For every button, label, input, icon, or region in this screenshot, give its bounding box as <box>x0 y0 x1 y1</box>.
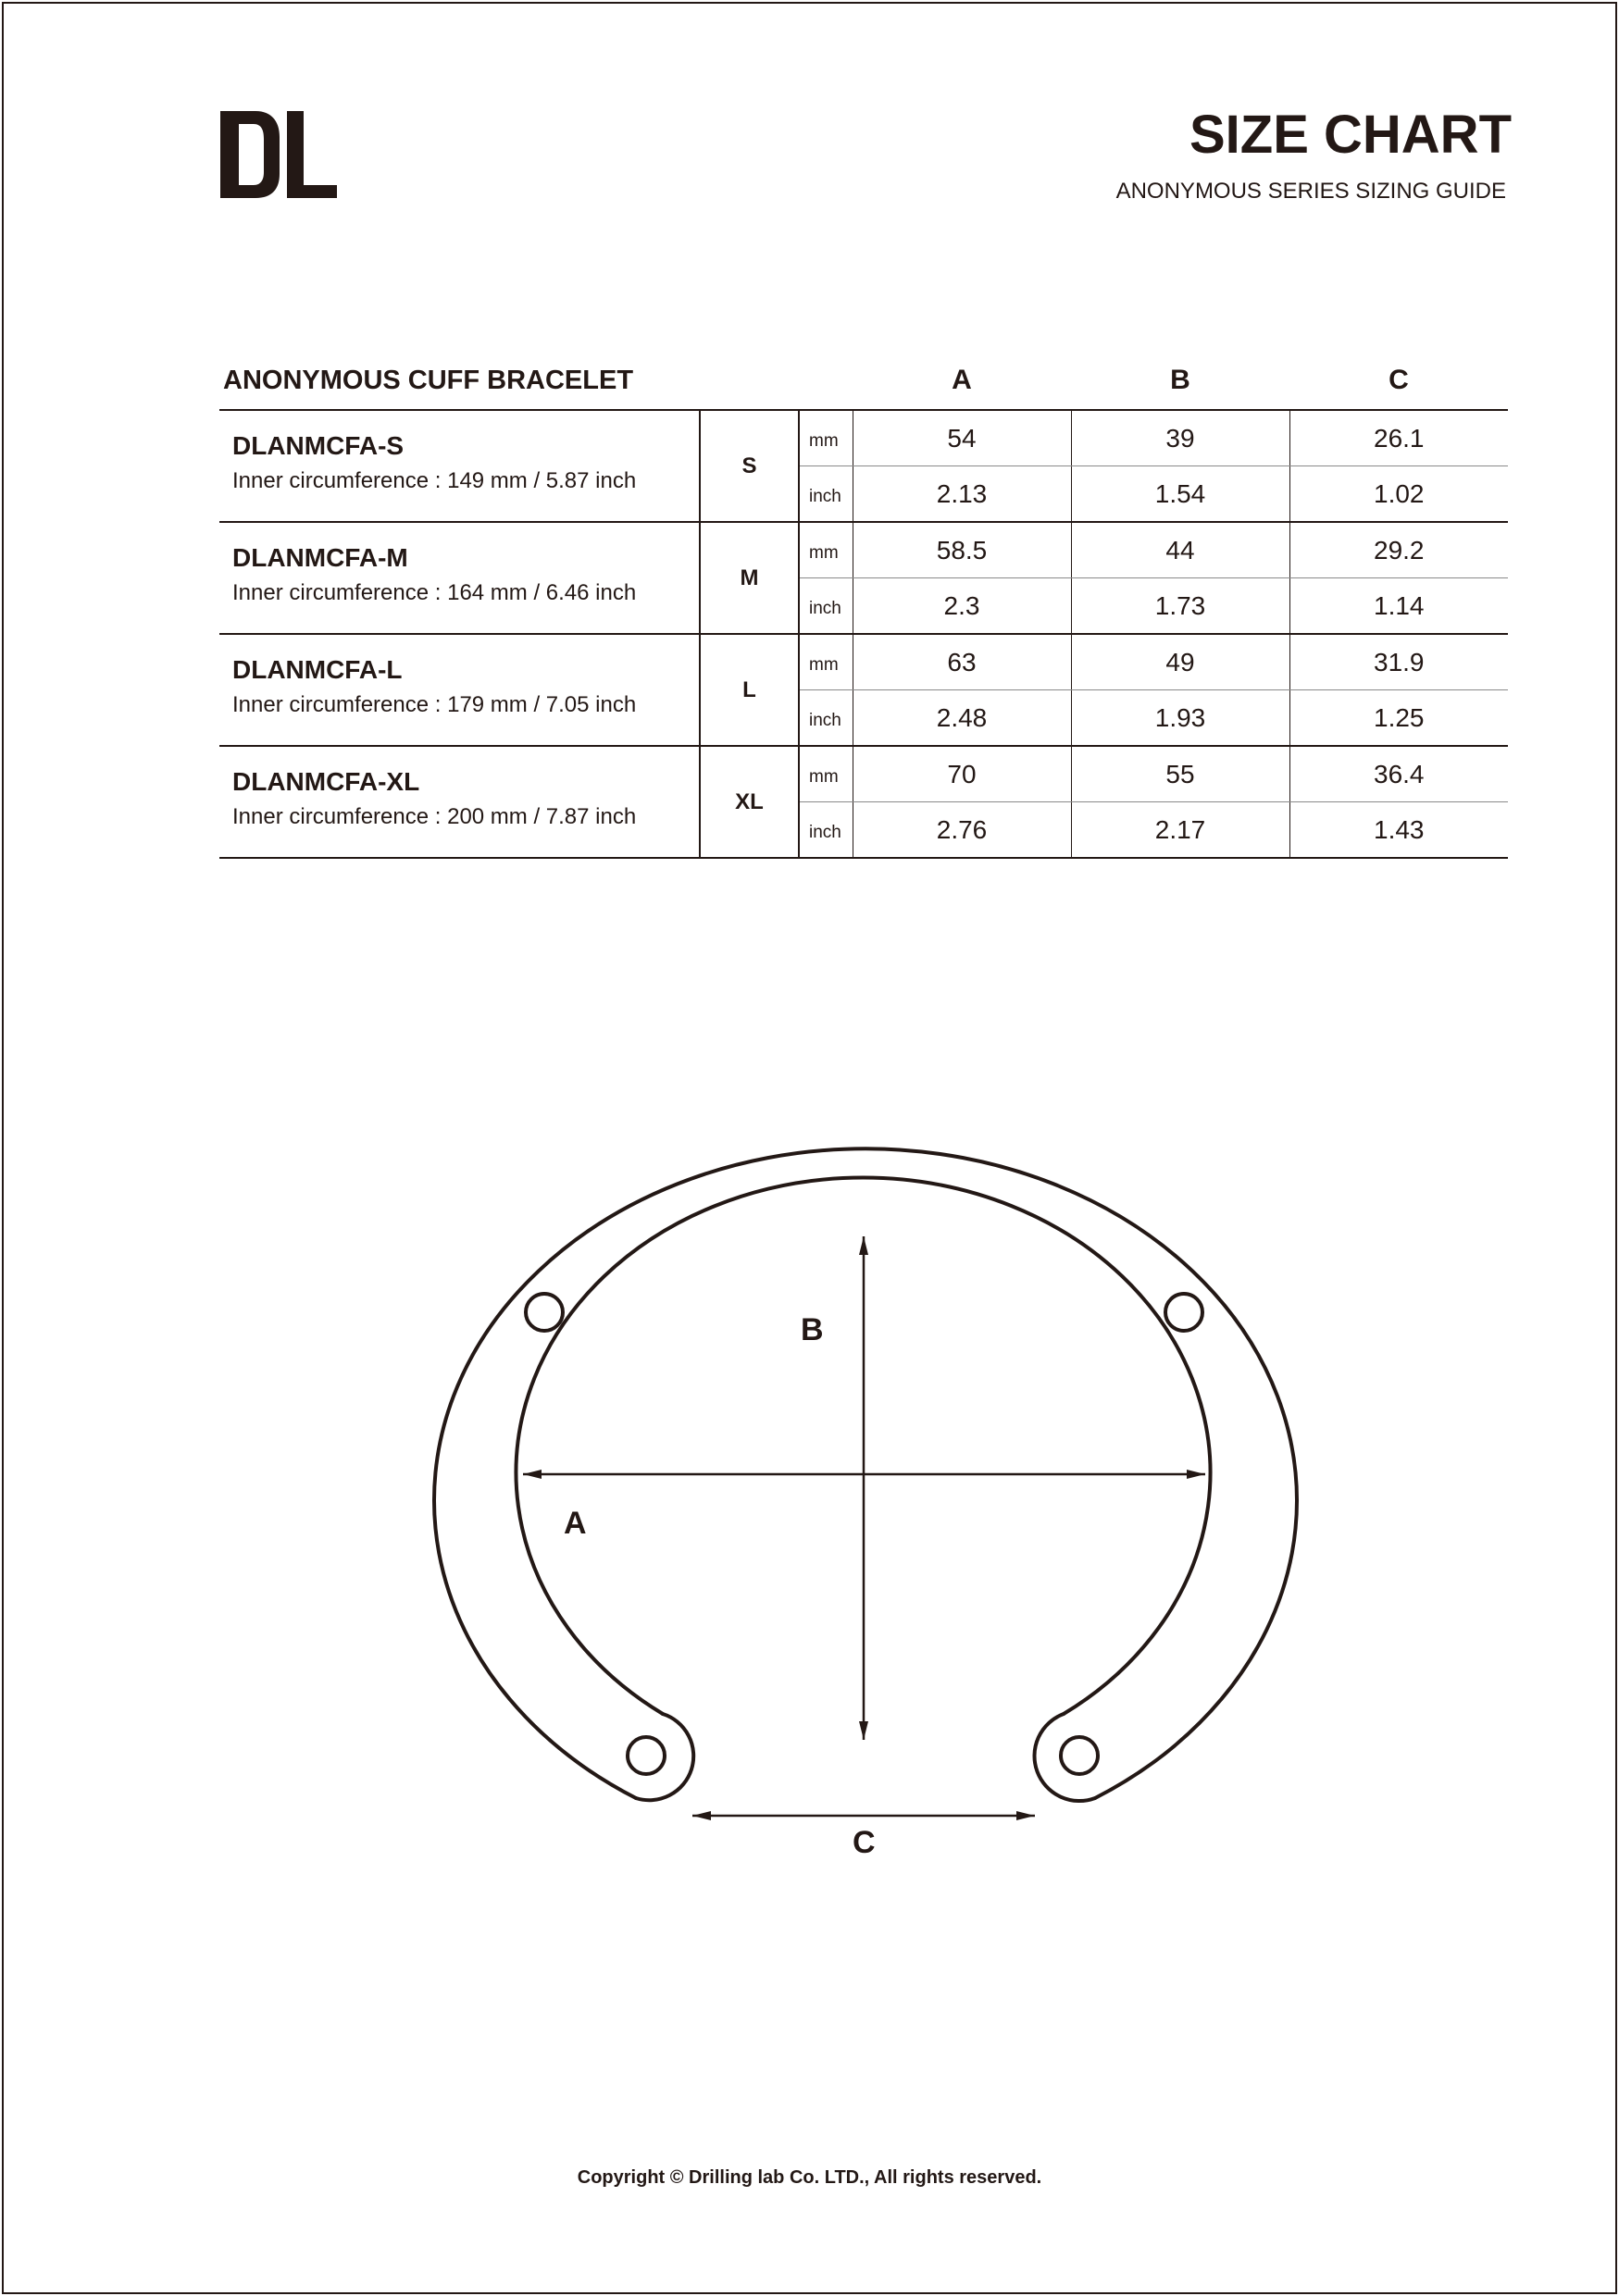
table-row <box>219 410 1508 466</box>
product-description: Inner circumference : 200 mm / 7.87 inch <box>232 804 637 829</box>
product-description: Inner circumference : 179 mm / 7.05 inch <box>232 692 637 717</box>
unit-label: inch <box>799 578 853 635</box>
bracelet-diagram <box>398 1129 1324 1888</box>
value-b: 1.73 <box>1071 578 1289 635</box>
column-header-a: A <box>853 352 1071 410</box>
unit-label: inch <box>799 690 853 747</box>
value-a: 2.48 <box>853 690 1071 747</box>
value-a: 2.76 <box>853 802 1071 859</box>
value-a: 54 <box>853 410 1071 466</box>
unit-label: inch <box>799 466 853 523</box>
value-a: 58.5 <box>853 522 1071 578</box>
value-a: 2.13 <box>853 466 1071 523</box>
product-cell <box>219 522 700 634</box>
product-cell <box>219 410 700 522</box>
product-description: Inner circumference : 164 mm / 6.46 inch <box>232 580 637 605</box>
unit-label: mm <box>799 522 853 578</box>
product-cell <box>219 746 700 858</box>
value-b: 49 <box>1071 634 1289 690</box>
dl-logo <box>218 109 339 202</box>
copyright-notice: Copyright © Drilling lab Co. LTD., All rights reserved. <box>577 2167 1042 2188</box>
product-header: ANONYMOUS CUFF BRACELET <box>219 352 853 410</box>
size-label: S <box>700 410 799 522</box>
size-label: XL <box>700 746 799 858</box>
dimension-lines <box>523 1236 1205 1816</box>
value-b: 55 <box>1071 746 1289 802</box>
size-label: M <box>700 522 799 634</box>
value-c: 36.4 <box>1289 746 1508 802</box>
size-label: L <box>700 634 799 746</box>
label-a: A <box>564 1506 587 1541</box>
unit-label: inch <box>799 802 853 859</box>
hole-bottom-right <box>1061 1737 1098 1774</box>
value-c: 1.02 <box>1289 466 1508 523</box>
table-row <box>219 746 1508 802</box>
product-description: Inner circumference : 149 mm / 5.87 inch <box>232 468 637 493</box>
value-c: 1.43 <box>1289 802 1508 859</box>
value-b: 1.54 <box>1071 466 1289 523</box>
hole-top-right <box>1165 1294 1202 1331</box>
label-b: B <box>801 1312 824 1347</box>
hole-top-left <box>526 1294 563 1331</box>
unit-label: mm <box>799 746 853 802</box>
table-row <box>219 634 1508 690</box>
column-header-b: B <box>1071 352 1289 410</box>
product-code: DLANMCFA-S <box>232 431 405 460</box>
size-table <box>219 352 1508 859</box>
column-header-c: C <box>1289 352 1508 410</box>
value-c: 29.2 <box>1289 522 1508 578</box>
product-code: DLANMCFA-M <box>232 543 408 572</box>
hole-bottom-left <box>628 1737 665 1774</box>
value-c: 1.14 <box>1289 578 1508 635</box>
product-code: DLANMCFA-XL <box>232 767 420 796</box>
value-a: 2.3 <box>853 578 1071 635</box>
value-b: 1.93 <box>1071 690 1289 747</box>
value-b: 44 <box>1071 522 1289 578</box>
value-a: 70 <box>853 746 1071 802</box>
label-c: C <box>853 1825 876 1860</box>
unit-label: mm <box>799 410 853 466</box>
table-header-row <box>219 352 1508 410</box>
value-b: 39 <box>1071 410 1289 466</box>
unit-label: mm <box>799 634 853 690</box>
page-subtitle: ANONYMOUS SERIES SIZING GUIDE <box>1115 179 1506 204</box>
page-title: SIZE CHART <box>1189 105 1512 165</box>
product-cell <box>219 634 700 746</box>
value-c: 31.9 <box>1289 634 1508 690</box>
product-code: DLANMCFA-L <box>232 655 403 684</box>
value-c: 26.1 <box>1289 410 1508 466</box>
table-row <box>219 522 1508 578</box>
value-b: 2.17 <box>1071 802 1289 859</box>
value-c: 1.25 <box>1289 690 1508 747</box>
value-a: 63 <box>853 634 1071 690</box>
